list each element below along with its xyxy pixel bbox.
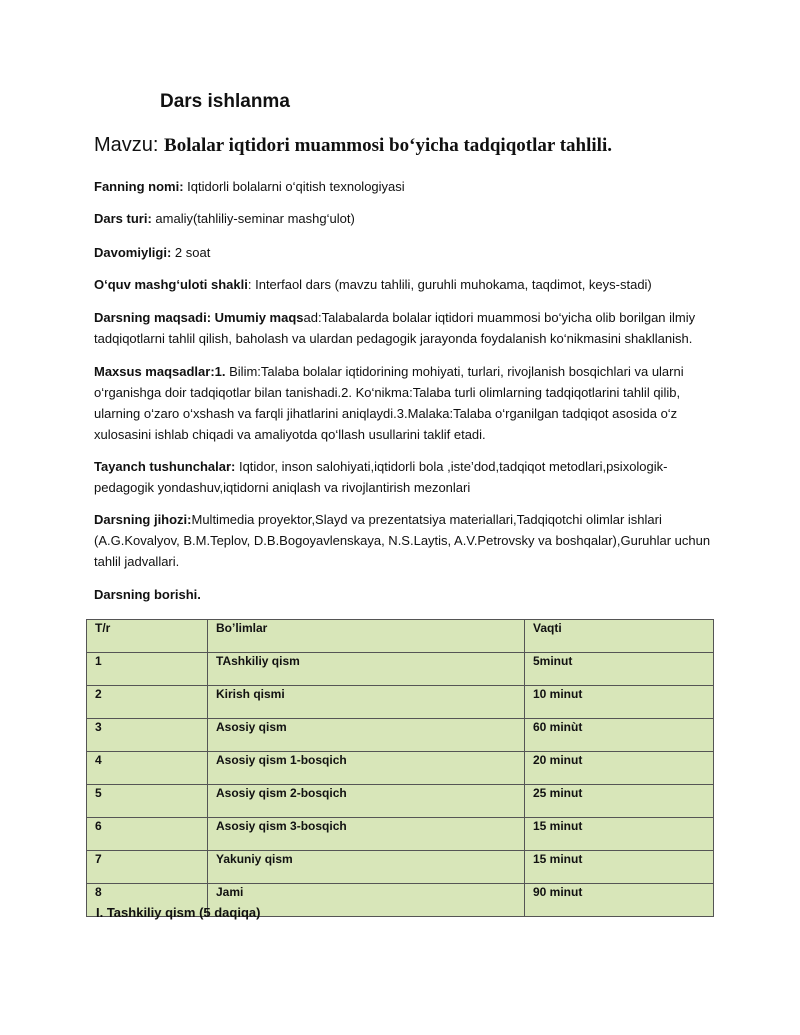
duration-value: 2 soat (174, 245, 211, 260)
table-row (87, 851, 714, 884)
row-number-cell: 1 (87, 653, 208, 686)
row-time-cell: 90 minut (525, 884, 714, 917)
row-section-cell: Kirish qismi (208, 686, 525, 719)
topic-line (94, 134, 612, 157)
subject-label: Fanning nomi: (94, 179, 188, 194)
row-time-cell: 15 minut (525, 851, 714, 884)
row-time-cell: 10 minut (525, 686, 714, 719)
topic-value: Bolalar iqtidori muammosi bo‘yicha tadqiqotlar tahlili. (164, 135, 612, 156)
table-row (87, 686, 714, 719)
row-section-cell: Asosiy qism (208, 719, 525, 752)
row-section-cell: TAshkiliy qism (208, 653, 525, 686)
row-time-cell: 60 minùt (525, 719, 714, 752)
duration-label: Davomiyligi: (94, 245, 175, 260)
equipment-value: Multimedia proyektor,Slayd va prezentatsiya materiallari,Tadqiqotchi olimlar ishlari (A.G.Kovalyov, B.M.Teplov, D.B.Bogoyavlenskaya, N.S.Laytis, A.V.Petrovsky va boshqalar),Guruhlar uchun tahlil jadvallari. (94, 512, 711, 569)
table-row (87, 752, 714, 785)
row-time-cell: 20 minut (525, 752, 714, 785)
special-goals-value: Bilim:Talaba bolalar iqtidorining mohiyati, turlari, rivojlanish bosqichlari va ularni o‘rganishga doir tadqiqotlar bilan tanishadi.2. Ko‘nikma:Talaba turli olimlarning tadqiqotlarini tahlil qilib, ularning o‘zaro o‘xshash va farqli jihatlarini aniqlaydi.3.Malaka:Talaba o‘rganilgan tadqiqot asosida o‘z xulosasini ishlab chiqadi va amaliyotda qo‘llash usullarini taklif etadi. (94, 364, 684, 442)
row-section-cell: Asosiy qism 3-bosqich (208, 818, 525, 851)
lesson-goal-field (94, 307, 724, 349)
equipment-label: Darsning jihozi: (94, 512, 192, 527)
row-time-cell: 5minut (525, 653, 714, 686)
row-number-cell: 6 (87, 818, 208, 851)
key-concepts-value: Iqtidor, inson salohiyati,iqtidorli bola ,iste’dod,tadqiqot metodlari,psixologik-pedagogik yondashuv,iqtidorni aniqlash va rivojlantirish mezonlari (94, 459, 668, 495)
table-header-row (87, 620, 714, 653)
row-number-cell: 8 (87, 884, 208, 917)
lesson-type-value: amaliy(tahliliy-seminar mashg‘ulot) (155, 211, 355, 226)
lesson-form-field (94, 274, 724, 295)
lesson-progress-label: Darsning borishi. (94, 587, 201, 602)
lesson-form-value: : Interfaol dars (mavzu tahlili, guruhli muhokama, taqdimot, keys-stadi) (247, 277, 652, 292)
document-title: Dars ishlanma (160, 91, 290, 112)
duration-field (94, 242, 724, 263)
row-section-cell: Asosiy qism 1-bosqich (208, 752, 525, 785)
row-time-cell: 25 minut (525, 785, 714, 818)
lesson-type-label: Dars turi: (94, 211, 156, 226)
lesson-type-field (94, 208, 724, 229)
subject-value: Iqtidorli bolalarni o‘qitish texnologiyasi (187, 179, 405, 194)
topic-label: Mavzu: (94, 134, 165, 156)
special-goals-field (94, 361, 724, 445)
row-time-cell: 15 minut (525, 818, 714, 851)
lesson-goal-value: ad:Talabalarda bolalar iqtidori muammosi bo‘yicha olib borilgan ilmiy tadqiqotlarni tahlil qilish, baholash va ulardan pedagogik jarayonda foydalanish ko‘nikmasini shakllanish. (94, 310, 696, 346)
row-number-cell: 3 (87, 719, 208, 752)
table-row (87, 719, 714, 752)
header-cell-sections: Bo’limlar (208, 620, 525, 653)
header-cell-time: Vaqti (525, 620, 714, 653)
header-cell-number: T/r (87, 620, 208, 653)
lesson-goal-label: Darsning maqsadi: Umumiy maqs (94, 310, 304, 325)
row-section-cell: Asosiy qism 2-bosqich (208, 785, 525, 818)
row-number-cell: 4 (87, 752, 208, 785)
section-heading: I. Tashkiliy qism (5 daqiqa) (96, 905, 261, 920)
row-number-cell: 2 (87, 686, 208, 719)
key-concepts-label: Tayanch tushunchalar: (94, 459, 239, 474)
lesson-progress-heading (94, 584, 724, 605)
row-section-cell: Yakuniy qism (208, 851, 525, 884)
table-row (87, 785, 714, 818)
subject-field (94, 176, 724, 197)
equipment-field (94, 509, 724, 572)
table-row (87, 653, 714, 686)
special-goals-label: Maxsus maqsadlar:1. (94, 364, 230, 379)
row-section-cell: Jami (208, 884, 525, 917)
key-concepts-field (94, 456, 724, 498)
row-number-cell: 5 (87, 785, 208, 818)
schedule-table (86, 619, 714, 917)
lesson-form-label: O‘quv mashg‘uloti shakli (94, 277, 248, 292)
row-number-cell: 7 (87, 851, 208, 884)
table-row (87, 818, 714, 851)
